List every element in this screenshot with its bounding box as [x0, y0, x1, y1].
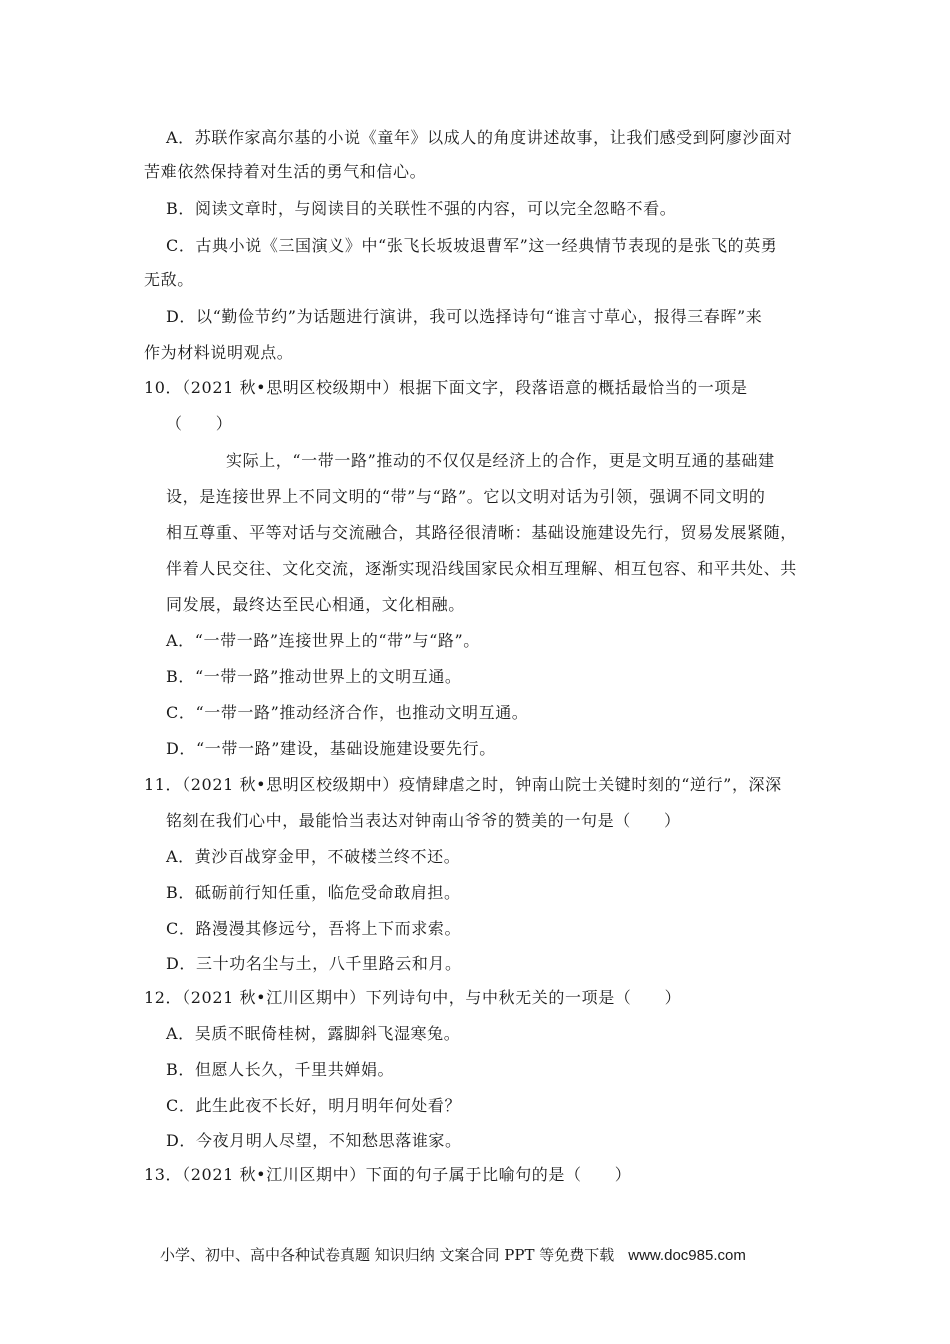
q10-option: A．“一带一路”连接世界上的“带”与“路”。 [166, 631, 480, 650]
q11-option: B．砥砺前行知任重，临危受命敢肩担。 [166, 883, 461, 902]
footer-link[interactable]: www.doc985.com [628, 1247, 746, 1264]
q10-option: B．“一带一路”推动世界上的文明互通。 [166, 667, 462, 686]
q12-stem: 12．（2021 秋•江川区期中）下列诗句中，与中秋无关的一项是（ ） [144, 988, 682, 1007]
q10-stem-line1: 10．（2021 秋•思明区校级期中）根据下面文字，段落语意的概括最恰当的一项是 [144, 378, 748, 397]
q10-option: C．“一带一路”推动经济合作，也推动文明互通。 [166, 703, 529, 722]
q9-option-d-line1: D．以“勤俭节约”为话题进行演讲，我可以选择诗句“谁言寸草心，报得三春晖”来 [166, 307, 763, 326]
q9-option-c-line1: C．古典小说《三国演义》中“张飞长坂坡退曹军”这一经典情节表现的是张飞的英勇 [166, 236, 778, 255]
q12-option: A．吴质不眠倚桂树，露脚斜飞湿寒兔。 [166, 1024, 461, 1043]
q9-option-c-line2: 无敌。 [144, 270, 194, 289]
q10-passage-line: 伴着人民交往、文化交流，逐渐实现沿线国家民众相互理解、相互包容、和平共处、共 [166, 559, 797, 578]
q11-option: A．黄沙百战穿金甲，不破楼兰终不还。 [166, 847, 461, 866]
page-footer [160, 1243, 746, 1268]
q12-option: C．此生此夜不长好，明月明年何处看？ [166, 1096, 462, 1115]
q12-option: D．今夜月明人尽望，不知愁思落谁家。 [166, 1131, 462, 1150]
footer-text: 小学、初中、高中各种试卷真题 知识归纳 文案合同 PPT 等免费下载 [160, 1246, 615, 1264]
q9-option-a-line2: 苦难依然保持着对生活的勇气和信心。 [144, 162, 427, 181]
q10-passage-line: 设，是连接世界上不同文明的“带”与“路”。它以文明对话为引领，强调不同文明的 [166, 487, 766, 506]
q9-option-b: B．阅读文章时，与阅读目的关联性不强的内容，可以完全忽略不看。 [166, 199, 677, 218]
q12-option: B．但愿人长久，千里共婵娟。 [166, 1060, 395, 1079]
q11-option: C．路漫漫其修远兮，吾将上下而求索。 [166, 919, 462, 938]
q11-stem-line2: 铭刻在我们心中，最能恰当表达对钟南山爷爷的赞美的一句是（ ） [166, 811, 681, 830]
q11-option: D．三十功名尘与土，八千里路云和月。 [166, 954, 462, 973]
q10-passage-line: 同发展，最终达至民心相通，文化相融。 [166, 595, 465, 614]
q10-passage-line: 相互尊重、平等对话与交流融合，其路径很清晰：基础设施建设先行，贸易发展紧随， [166, 523, 797, 542]
q9-option-a-line1: A．苏联作家高尔基的小说《童年》以成人的角度讲述故事，让我们感受到阿廖沙面对 [166, 128, 793, 147]
q10-stem-line2: （ ） [166, 414, 233, 433]
q9-option-d-line2: 作为材料说明观点。 [144, 343, 294, 362]
q10-option: D．“一带一路”建设，基础设施建设要先行。 [166, 739, 496, 758]
q10-passage-line: 实际上，“一带一路”推动的不仅仅是经济上的合作，更是文明互通的基础建 [226, 451, 775, 470]
q13-stem: 13．（2021 秋•江川区期中）下面的句子属于比喻句的是（ ） [144, 1165, 632, 1184]
q11-stem-line1: 11．（2021 秋•思明区校级期中）疫情肆虐之时，钟南山院士关键时刻的“逆行”，深深 [144, 775, 782, 794]
